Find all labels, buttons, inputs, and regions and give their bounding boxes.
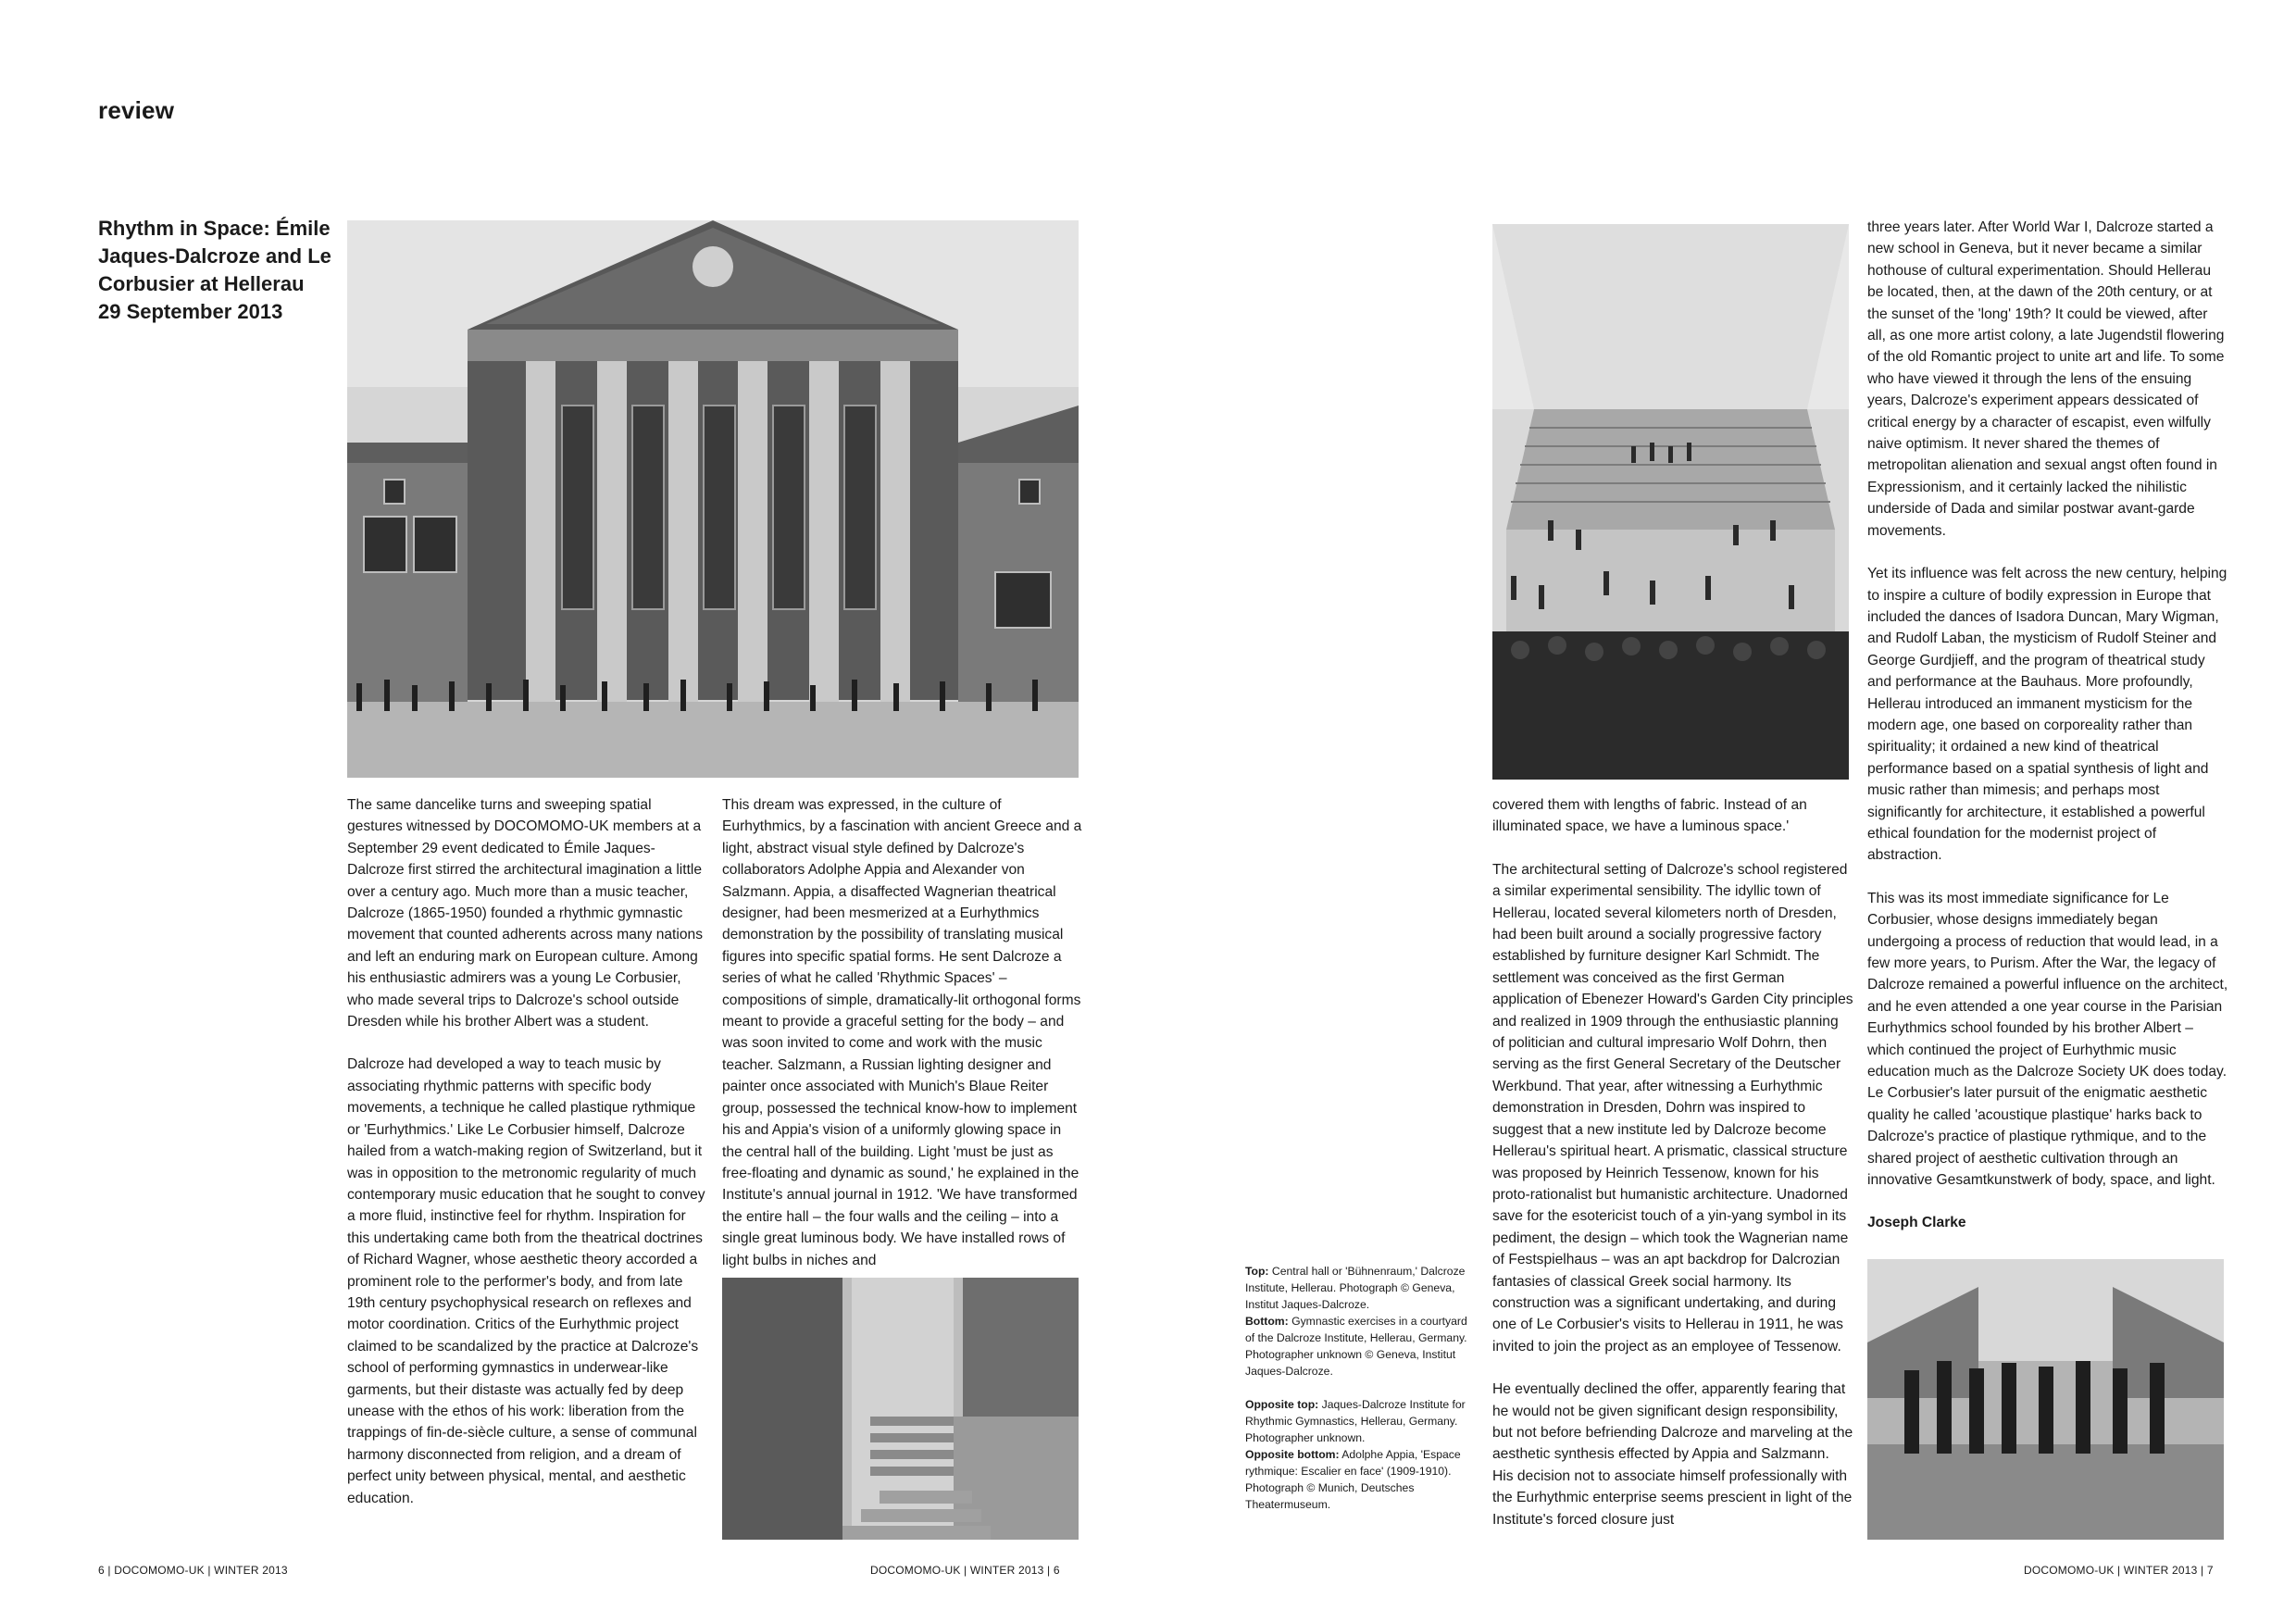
- caption-top: [1245, 1263, 1477, 1380]
- courtyard-photo: [1867, 1259, 2224, 1540]
- text-column-4: [1867, 217, 2228, 1255]
- courtyard-illustration: [1867, 1259, 2224, 1540]
- paragraph: covered them with lengths of fabric. Instead of an illuminated space, we have a luminous space.': [1492, 797, 1807, 835]
- text-column-2: [722, 794, 1083, 1292]
- caption-text: Jaques-Dalcroze Institute for Rhythmic Gymnastics, Hellerau, Germany. Photographer unknown.: [1245, 1398, 1466, 1444]
- author-name: Joseph Clarke: [1867, 1215, 1966, 1231]
- text-column-1: [347, 794, 708, 1530]
- appia-staircase-illustration: [722, 1278, 1079, 1540]
- caption-label: Opposite bottom:: [1245, 1448, 1340, 1461]
- paragraph: Yet its influence was felt across the new century, helping to inspire a culture of bodily expression in Europe that included the dances of Isadora Duncan, Mary Wigman, and Rudolf Laban, the mysticism of Rudolf Steiner and George Gurdjieff, and the program of theatrical study and performance at the Bauhaus. More profoundly, Hellerau introduced an immanent mysticism for the modern age, one based on corporeality rather than spirituality; it ordained a new kind of theatrical performance based on a spatial synthesis of light and music rather than mimesis; and perhaps most significantly for architecture, it established a powerful ethical foundation for the modernist project of abstraction.: [1867, 566, 2227, 864]
- footer-left-inner: DOCOMOMO-UK | WINTER 2013 | 6: [870, 1564, 1060, 1577]
- paragraph: This dream was expressed, in the culture of Eurhythmics, by a fascination with ancient Greece and a light, abstract visual style defined by Dalcroze's collaborators Adolphe Appia and Alexander von Salzmann. Appia, a disaffected Wagnerian theatrical designer, had been mesmerized at a Eurhythmics demonstration by the possibility of translating musical figures into specific spatial forms. He sent Dalcroze a series of what he called 'Rhythmic Spaces' – compositions of simple, dramatically-lit orthogonal forms meant to provide a graceful setting for the body – and was soon invited to come and work with the music teacher. Salzmann, a Russian lighting designer and painter once associated with Munich's Blaue Reiter group, possessed the technical know-how to implement his and Appia's vision of a uniformly glowing space in the central hall of the building. Light 'must be just as free-floating and dynamic as sound,' he explained in the Institute's annual journal in 1912. 'We have transformed the entire hall – the four walls and the ceiling – into a single great luminous body. We have installed rows of light bulbs in niches and: [722, 797, 1082, 1268]
- central-hall-illustration: [1492, 224, 1849, 780]
- caption-label: Bottom:: [1245, 1315, 1289, 1328]
- paragraph: Dalcroze had developed a way to teach music by associating rhythmic patterns with specific body movements, a technique he called plastique rythmique or 'Eurhythmics.' Like Le Corbusier himself, Dalcroze hailed from a watch-making region of Switzerland, but it was in opposition to the metronomic regularity of much contemporary music education that he sought to convey a more fluid, instinctive feel for rhythm. Inspiration for this undertaking came both from the theatrical doctrines of Richard Wagner, whose aesthetic theory accorded a prominent role to the performer's body, and from late 19th century psychophysical research on reflexes and motor coordination. Critics of the Eurhythmic project claimed to be scandalized by the practice at Dalcroze's school of performing gymnastics in underwear-like garments, but their distaste was actually fed by deep unease with the ethos of his work: liberation from the trappings of fin-de-siècle culture, a sense of communal harmony disconnected from religion, and a dream of perfect unity between physical, mental, and aesthetic education.: [347, 1056, 705, 1506]
- caption-opposite: [1245, 1396, 1477, 1513]
- section-label: review: [98, 96, 175, 124]
- caption-text: Adolphe Appia, 'Espace rythmique: Escalier en face' (1909-1910). Photograph © Munich, Deutsches Theatermuseum.: [1245, 1448, 1461, 1511]
- article-title: Rhythm in Space: Émile Jaques-Dalcroze and Le Corbusier at Hellerau 29 September 2013: [98, 217, 331, 323]
- text-column-3: [1492, 794, 1853, 1552]
- caption-text: Central hall or 'Bühnenraum,' Dalcroze Institute, Hellerau. Photograph © Geneva, Institut Jaques-Dalcroze.: [1245, 1265, 1466, 1311]
- appia-staircase-photo: [722, 1278, 1079, 1540]
- paragraph: This was its most immediate significance for Le Corbusier, whose designs immediately began undergoing a process of reduction that would lead, in a few more years, to Purism. After the War, the legacy of Dalcroze remained a powerful influence on the architect, and he even attended a one year course in the Parisian Eurhythmics school founded by his brother Albert – which continued the project of Eurhythmic music education much as the Dalcroze Society UK does today. Le Corbusier's later pursuit of the enigmatic aesthetic quality he called 'acoustique plastique' harks back to Dalcroze's practice of plastique rythmique, and to the shared project of aesthetic cultivation through an innovative Gesamtkunstwerk of body, space, and light.: [1867, 890, 2228, 1189]
- caption-label: Top:: [1245, 1265, 1269, 1278]
- paragraph: three years later. After World War I, Dalcroze started a new school in Geneva, but it never became a similar hothouse of cultural experimentation. Should Hellerau be located, then, at the dawn of the 20th century, or at the sunset of the 'long' 19th? It could be viewed, after all, as one more artist colony, a late Jugendstil flowering of the old Romantic project to unite art and life. To some who have viewed it through the lens of the ensuing years, Dalcroze's experiment appears dessicated of critical energy by a character of escapist, even wilfully naive optimism. It never shared the themes of metropolitan alienation and sexual angst often found in Expressionism, and it certainly lacked the nihilistic underside of Dada and similar postwar avant-garde movements.: [1867, 219, 2225, 539]
- footer-left-outer: 6 | DOCOMOMO-UK | WINTER 2013: [98, 1564, 288, 1577]
- paragraph: The architectural setting of Dalcroze's school registered a similar experimental sensibility. The idyllic town of Hellerau, located several kilometers north of Dresden, had been built around a socially progressive factory established by furniture designer Karl Schmidt. The settlement was conceived as the first German application of Ebenezer Howard's Garden City principles and realized in 1909 through the enthusiastic planning of politician and cultural impresario Wolf Dohrn, then serving as the first General Secretary of the Deutscher Werkbund. That year, after witnessing a Eurhythmic demonstration in Dresden, Dohrn was inspired to suggest that a new institute led by Dalcroze become Hellerau's spiritual heart. A prismatic, classical structure was proposed by Heinrich Tessenow, known for his proto-rationalist but humanistic architecture. Unadorned save for the esotericist touch of a yin-yang symbol in its pediment, the design – which took the Wagnerian name of Festspielhaus – was an apt backdrop for Dalcrozian fantasies of classical Greek social harmony. Its construction was a significant undertaking, and during one of Le Corbusier's visits to Hellerau in 1911, he was invited to join the project as an employee of Tessenow.: [1492, 861, 1853, 1355]
- footer-right-outer: DOCOMOMO-UK | WINTER 2013 | 7: [2024, 1564, 2214, 1577]
- central-hall-photo: [1492, 224, 1849, 780]
- caption-label: Opposite top:: [1245, 1398, 1319, 1411]
- paragraph: The same dancelike turns and sweeping spatial gestures witnessed by DOCOMOMO-UK members at a September 29 event dedicated to Émile Jaques-Dalcroze first stirred the architectural imagination a little over a century ago. Much more than a music teacher, Dalcroze (1865-1950) founded a rhythmic gymnastic movement that counted adherents across many nations and left an enduring mark on European culture. Among his enthusiastic admirers was a young Le Corbusier, who made several trips to Dalcroze's school outside Dresden while his brother Albert was a student.: [347, 797, 703, 1030]
- festspielhaus-photo: [347, 220, 1079, 778]
- captions: [1245, 1263, 1477, 1529]
- festspielhaus-illustration: [347, 220, 1079, 778]
- paragraph: He eventually declined the offer, apparently fearing that he would not be given significant design responsibility, but not before befriending Dalcroze and marveling at the aesthetic synthesis effected by Appia and Salzmann. His decision not to associate himself professionally with the Eurhythmic enterprise seems prescient in light of the Institute's forced closure just: [1492, 1381, 1853, 1528]
- caption-text: Gymnastic exercises in a courtyard of the Dalcroze Institute, Hellerau, Germany. Photographer unknown © Geneva, Institut Jaques-Dalcroze.: [1245, 1315, 1467, 1378]
